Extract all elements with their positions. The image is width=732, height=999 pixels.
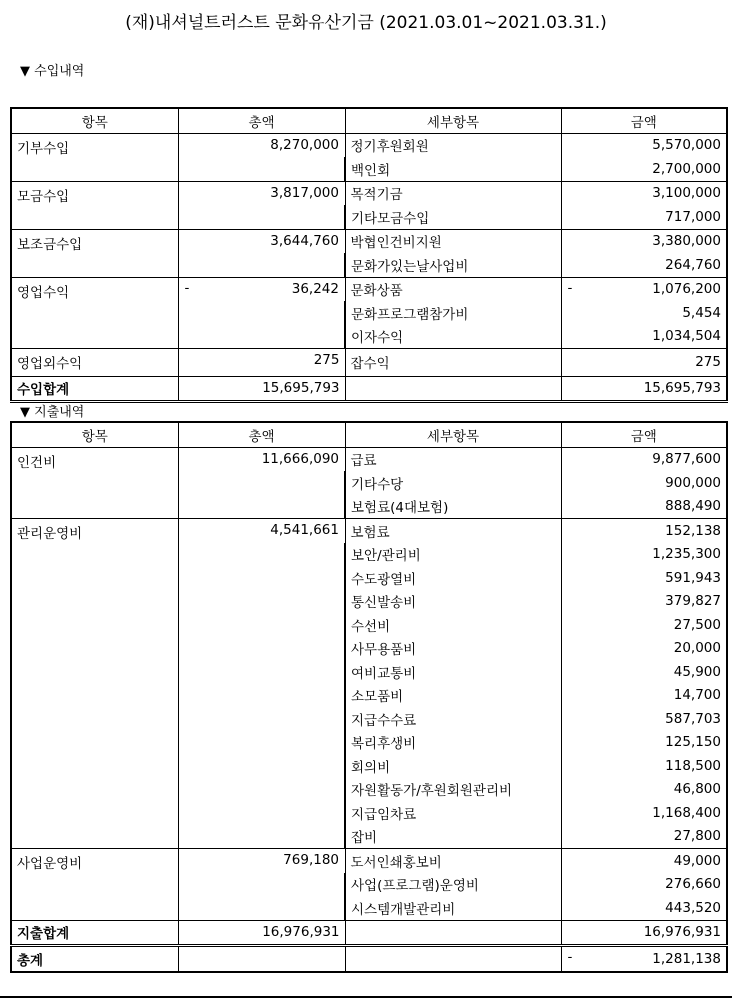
total-sum-text: 15,695,793 — [262, 380, 340, 397]
amount-cell-text: 45,900 — [673, 663, 721, 680]
amount-cell-text: 5,570,000 — [652, 137, 721, 154]
income-table — [10, 107, 728, 403]
table-row — [11, 181, 727, 205]
amount-cell-text: 900,000 — [665, 474, 721, 491]
total-cell — [178, 277, 345, 349]
amount-header — [561, 422, 727, 447]
table-row — [11, 277, 727, 301]
total-label — [11, 376, 178, 402]
total-cell-text: 275 — [313, 352, 340, 368]
detail-cell-text: 문화가있는날사업비 — [351, 258, 469, 275]
detail-cell — [345, 349, 561, 377]
amount-cell-text: 152,138 — [665, 522, 721, 539]
detail-cell — [345, 778, 561, 802]
detail-cell-text: 여비교통비 — [351, 665, 417, 682]
total-cell-text: 11,666,090 — [261, 450, 339, 467]
grand-total-empty — [178, 946, 345, 972]
total-cell — [178, 349, 345, 377]
total-header-text: 총액 — [248, 428, 275, 445]
amount-cell-text: 2,700,000 — [652, 160, 721, 177]
detail-cell-text: 기타수당 — [351, 476, 404, 493]
total-sum-text: 16,976,931 — [262, 924, 340, 941]
amount-cell-text: 264,760 — [665, 256, 721, 273]
total-cell-text: 8,270,000 — [270, 136, 339, 153]
amount-cell — [561, 707, 727, 731]
amount-cell-text: 118,500 — [665, 757, 721, 774]
amount-header-text: 금액 — [630, 428, 657, 445]
amount-cell — [561, 637, 727, 661]
amount-cell-text: 717,000 — [665, 208, 721, 225]
table-row — [11, 133, 727, 157]
table-row — [11, 447, 727, 471]
detail-cell-text: 소모품비 — [351, 689, 404, 706]
detail-cell — [345, 543, 561, 567]
amount-cell-text: 275 — [695, 354, 721, 371]
item-cell-text: 모금수입 — [17, 188, 70, 205]
detail-cell-text: 회의비 — [351, 759, 391, 776]
detail-cell-text: 사업(프로그램)운영비 — [351, 878, 479, 895]
detail-cell — [345, 253, 561, 277]
detail-header-text: 세부항목 — [426, 428, 480, 445]
detail-cell-text: 잡비 — [351, 830, 378, 847]
amount-cell-text: 20,000 — [673, 640, 721, 657]
detail-header — [345, 108, 561, 133]
item-header — [11, 422, 178, 447]
amount-cell-text: 9,877,600 — [652, 451, 721, 468]
total-label-text: 지출합계 — [17, 926, 70, 943]
amount-cell-text: 1,235,300 — [652, 546, 721, 563]
amount-cell — [561, 731, 727, 755]
amount-cell-text: 3,380,000 — [652, 233, 721, 250]
detail-cell — [345, 825, 561, 849]
item-cell-text: 사업운영비 — [17, 856, 83, 872]
amount-cell-text: 3,100,000 — [652, 185, 721, 202]
amount-cell — [561, 896, 727, 920]
detail-cell — [345, 471, 561, 495]
amount-cell — [561, 471, 727, 495]
amount-cell-text: 5,454 — [682, 304, 721, 321]
amount-cell — [561, 825, 727, 849]
detail-cell — [345, 896, 561, 920]
total-cell — [178, 229, 345, 277]
amount-cell — [561, 447, 727, 471]
grand-total-amount-text: 1,281,138 — [652, 950, 721, 967]
item-cell — [11, 519, 178, 849]
item-cell — [11, 133, 178, 181]
detail-cell — [345, 157, 561, 181]
amount-cell — [561, 229, 727, 253]
total-amount — [561, 376, 727, 402]
total-cell-text: 769,180 — [283, 852, 339, 868]
detail-cell-text: 사무용품비 — [351, 642, 417, 659]
detail-cell — [345, 133, 561, 157]
total-header — [178, 108, 345, 133]
total-label-text: 수입합계 — [17, 382, 70, 399]
detail-cell — [345, 613, 561, 637]
table-row — [11, 349, 727, 377]
detail-cell-text: 기타모금수입 — [351, 210, 430, 227]
amount-cell — [561, 684, 727, 708]
item-cell-text: 영업수익 — [17, 284, 70, 301]
detail-cell — [345, 849, 561, 873]
amount-cell-text: 1,168,400 — [652, 804, 721, 821]
detail-cell-text: 시스템개발관리비 — [351, 901, 456, 918]
detail-cell — [345, 519, 561, 543]
income-section-label: ▼ 수입내역 — [20, 64, 85, 79]
amount-cell — [561, 325, 727, 349]
amount-cell-text: 443,520 — [665, 899, 721, 916]
total-sum — [178, 376, 345, 402]
grand-total-empty — [345, 946, 561, 972]
amount-cell-text: 591,943 — [665, 569, 721, 586]
amount-cell — [561, 778, 727, 802]
amount-cell — [561, 613, 727, 637]
total-cell — [178, 447, 345, 519]
amount-cell — [561, 205, 727, 229]
amount-cell-text: 379,827 — [665, 593, 721, 610]
amount-cell-text: 888,490 — [665, 498, 721, 515]
total-row — [11, 920, 727, 946]
total-sum — [178, 920, 345, 946]
detail-cell-text: 수도광열비 — [351, 571, 417, 588]
detail-cell — [345, 590, 561, 614]
total-cell-text: 3,644,760 — [270, 232, 339, 249]
item-cell-text: 관리운영비 — [17, 526, 83, 542]
detail-cell — [345, 684, 561, 708]
amount-cell — [561, 181, 727, 205]
detail-cell-text: 보험료 — [350, 524, 390, 541]
detail-cell — [345, 495, 561, 519]
grand-total-amount — [561, 946, 727, 972]
detail-cell — [345, 301, 561, 325]
item-cell — [11, 229, 178, 277]
detail-cell-text: 문화상품 — [350, 283, 403, 300]
detail-cell-text: 수선비 — [351, 618, 391, 635]
detail-cell-text: 자원활동가/후원회원관리비 — [351, 783, 513, 800]
detail-cell-text: 지급임차료 — [351, 806, 417, 823]
detail-cell-text: 급료 — [350, 453, 377, 470]
detail-cell-text: 백인회 — [351, 162, 391, 179]
amount-cell — [561, 133, 727, 157]
amount-cell-text: 46,800 — [673, 781, 721, 798]
detail-cell-text: 박협인건비지원 — [350, 235, 442, 252]
grand-total-label-text: 총계 — [17, 952, 44, 969]
item-cell-text: 인건비 — [17, 454, 57, 471]
amount-cell — [561, 519, 727, 543]
total-cell — [178, 849, 345, 921]
detail-cell — [345, 277, 561, 301]
detail-header — [345, 422, 561, 447]
amount-cell — [561, 873, 727, 897]
item-header — [11, 108, 178, 133]
amount-cell-text: 1,034,504 — [652, 328, 721, 345]
item-cell-text: 영업외수익 — [17, 356, 83, 372]
header-row — [11, 422, 727, 447]
grand-total-label — [11, 946, 178, 972]
total-row — [11, 376, 727, 402]
total-cell-text: 36,242 — [291, 280, 339, 297]
negative-sign: - — [567, 949, 573, 965]
header-row — [11, 108, 727, 133]
amount-cell — [561, 495, 727, 519]
detail-cell-text: 도서인쇄홍보비 — [350, 854, 442, 871]
item-header-text: 항목 — [81, 114, 108, 131]
page-divider — [0, 996, 732, 998]
amount-cell — [561, 754, 727, 778]
item-cell-text: 보조금수입 — [17, 236, 83, 253]
total-cell-text: 3,817,000 — [270, 184, 339, 201]
detail-cell-text: 지급수수료 — [351, 712, 417, 729]
item-cell — [11, 349, 178, 377]
amount-cell — [561, 253, 727, 277]
detail-cell-text: 문화프로그램참가비 — [351, 306, 469, 323]
amount-cell — [561, 543, 727, 567]
detail-cell — [345, 325, 561, 349]
amount-header — [561, 108, 727, 133]
total-empty — [345, 920, 561, 946]
amount-cell — [561, 349, 727, 377]
amount-cell-text: 587,703 — [665, 710, 721, 727]
item-cell — [11, 181, 178, 229]
negative-sign: - — [567, 279, 573, 296]
item-cell-text: 기부수입 — [17, 140, 70, 157]
amount-cell-text: 27,800 — [673, 828, 721, 845]
amount-cell-text: 1,076,200 — [652, 281, 721, 298]
item-cell — [11, 447, 178, 519]
detail-cell — [345, 873, 561, 897]
amount-cell — [561, 590, 727, 614]
amount-cell — [561, 660, 727, 684]
total-amount — [561, 920, 727, 946]
detail-cell — [345, 660, 561, 684]
total-header-text: 총액 — [248, 114, 275, 131]
amount-cell — [561, 801, 727, 825]
amount-cell — [561, 566, 727, 590]
amount-cell-text: 276,660 — [665, 876, 721, 893]
total-header — [178, 422, 345, 447]
detail-cell — [345, 566, 561, 590]
detail-cell-text: 이자수익 — [351, 330, 404, 347]
detail-cell — [345, 707, 561, 731]
item-cell — [11, 849, 178, 921]
detail-cell-text: 정기후원회원 — [350, 139, 429, 156]
table-row — [11, 849, 727, 873]
amount-cell — [561, 277, 727, 301]
expense-section-label: ▼ 지출내역 — [20, 405, 85, 420]
amount-header-text: 금액 — [630, 114, 657, 131]
item-cell — [11, 277, 178, 349]
amount-cell — [561, 157, 727, 181]
table-row — [11, 229, 727, 253]
amount-cell-text: 49,000 — [673, 852, 721, 869]
total-label — [11, 920, 178, 946]
total-cell — [178, 181, 345, 229]
detail-cell — [345, 754, 561, 778]
total-empty — [345, 376, 561, 402]
detail-header-text: 세부항목 — [426, 114, 480, 131]
detail-cell-text: 보안/관리비 — [351, 548, 421, 565]
detail-cell-text: 목적기금 — [350, 187, 403, 204]
item-header-text: 항목 — [81, 428, 108, 445]
detail-cell — [345, 731, 561, 755]
detail-cell-text: 잡수익 — [350, 356, 390, 373]
detail-cell — [345, 181, 561, 205]
detail-cell — [345, 637, 561, 661]
total-amount-text: 15,695,793 — [643, 380, 721, 397]
total-cell-text: 4,541,661 — [270, 522, 339, 538]
table-row — [11, 519, 727, 543]
total-cell — [178, 519, 345, 849]
detail-cell-text: 복리후생비 — [351, 736, 417, 753]
page-title: (재)내셔널트러스트 문화유산기금 (2021.03.01~2021.03.31.) — [125, 13, 607, 33]
amount-cell — [561, 849, 727, 873]
total-amount-text: 16,976,931 — [643, 924, 721, 941]
total-cell — [178, 133, 345, 181]
detail-cell — [345, 229, 561, 253]
amount-cell — [561, 301, 727, 325]
detail-cell-text: 보험료(4대보험) — [351, 500, 449, 517]
detail-cell-text: 통신발송비 — [351, 595, 417, 612]
detail-cell — [345, 447, 561, 471]
detail-cell — [345, 205, 561, 229]
expense-table — [10, 421, 728, 973]
grand-total-row — [11, 946, 727, 972]
amount-cell-text: 14,700 — [673, 687, 721, 704]
amount-cell-text: 125,150 — [665, 734, 721, 751]
detail-cell — [345, 801, 561, 825]
negative-sign: - — [184, 279, 190, 296]
amount-cell-text: 27,500 — [673, 616, 721, 633]
